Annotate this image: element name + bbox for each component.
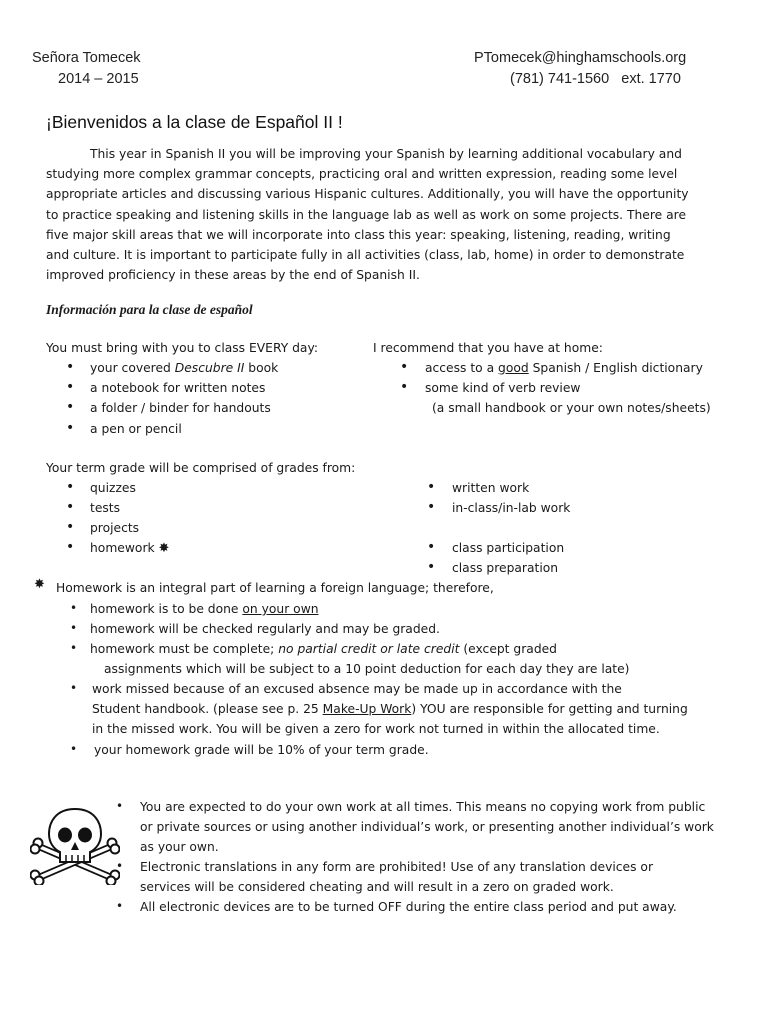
section-title: Información para la clase de español <box>46 302 253 317</box>
teacher-email[interactable]: PTomecek@hinghamschools.org <box>474 50 687 66</box>
bullet-icon: • <box>70 641 78 655</box>
intro-line: and culture. It is important to participate fully in all activities (class, lab, home) in order to demonstrate <box>46 248 685 263</box>
bring-item-notebook: a notebook for written notes <box>90 381 266 395</box>
grade-item: homework ✸ <box>90 541 170 556</box>
school-year: 2014 – 2015 <box>58 71 139 87</box>
warning-line: You are expected to do your own work at all times. This means no copying work from public <box>140 800 706 814</box>
bullet-icon: • <box>66 399 75 415</box>
grade-heading: Your term grade will be comprised of grades from: <box>46 461 356 475</box>
skull-crossbones-icon <box>30 805 120 885</box>
bring-item-folder: a folder / binder for handouts <box>90 401 271 415</box>
intro-line: This year in Spanish II you will be improving your Spanish by learning additional vocabulary and <box>90 147 682 161</box>
intro-line: studying more complex grammar concepts, practicing oral and written expression, reading some level <box>46 167 678 182</box>
homework-rule: your homework grade will be 10% of your term grade. <box>94 743 429 757</box>
bullet-icon: • <box>70 681 78 695</box>
bullet-icon: • <box>427 559 436 575</box>
homework-intro: Homework is an integral part of learning a foreign language; therefore, <box>56 581 494 595</box>
grade-item: in-class/in-lab work <box>452 501 571 515</box>
grade-item: projects <box>90 521 140 535</box>
home-item-verbs: some kind of verb review <box>425 381 581 395</box>
homework-rule-cont: in the missed work. You will be given a zero for work not turned in within the allocated time. <box>92 722 660 736</box>
bullet-icon: • <box>400 359 409 375</box>
intro-line: to practice speaking and listening skills in the language lab as well as work on some projects. There are <box>46 207 687 222</box>
bullet-icon: • <box>66 499 75 515</box>
homework-rule: homework will be checked regularly and may be graded. <box>90 622 440 636</box>
bullet-icon: • <box>66 479 75 495</box>
bullet-icon: • <box>66 379 75 395</box>
bullet-icon: • <box>66 519 75 535</box>
home-item-dictionary: access to a good Spanish / English dictionary <box>425 361 703 375</box>
star-icon: ✸ <box>158 541 170 556</box>
homework-rule-cont: Student handbook. (please see p. 25 Make-Up Work) YOU are responsible for getting and turning <box>92 702 688 716</box>
grade-item: written work <box>452 481 530 495</box>
intro-line: five major skill areas that we will incorporate into class this year: speaking, listening, reading, writing <box>46 227 671 242</box>
intro-line: appropriate articles and discussing various Hispanic cultures. Additionally, you will have the opportunity <box>46 187 689 202</box>
homework-rule-cont: assignments which will be subject to a 10 point deduction for each day they are late) <box>104 662 630 676</box>
grade-item: quizzes <box>90 481 136 495</box>
warning-line: as your own. <box>140 840 219 854</box>
bullet-icon: • <box>427 499 436 515</box>
bullet-icon: • <box>66 359 75 375</box>
grade-item: class participation <box>452 541 565 555</box>
warning-line: Electronic translations in any form are prohibited! Use of any translation devices or <box>140 860 654 874</box>
bring-item-pen: a pen or pencil <box>90 422 182 436</box>
bullet-icon: • <box>427 479 436 495</box>
home-item-verbs-note: (a small handbook or your own notes/sheets) <box>432 401 711 415</box>
bring-heading: You must bring with you to class EVERY day: <box>46 341 318 355</box>
bullet-icon: • <box>66 539 75 555</box>
phone-ext: ext. 1770 <box>621 71 681 87</box>
bullet-icon: • <box>116 859 124 873</box>
homework-rule: work missed because of an excused absence may be made up in accordance with the <box>92 682 622 696</box>
bullet-icon: • <box>70 621 78 635</box>
page-title: ¡Bienvenidos a la clase de Español II ! <box>46 112 343 132</box>
grade-item: class preparation <box>452 561 559 575</box>
bullet-icon: • <box>70 742 78 756</box>
bullet-icon: • <box>116 799 124 813</box>
bullet-icon: • <box>66 420 75 436</box>
bullet-icon: • <box>116 899 124 913</box>
star-icon: ✸ <box>34 577 45 592</box>
warning-line: All electronic devices are to be turned OFF during the entire class period and put away. <box>140 900 677 914</box>
phone-number: (781) 741-1560 <box>510 71 610 87</box>
teacher-phone <box>510 71 681 87</box>
warning-line: services will be considered cheating and will result in a zero on graded work. <box>140 880 614 894</box>
bring-item-book: your covered Descubre II book <box>90 361 279 375</box>
homework-rule: homework must be complete; no partial credit or late credit (except graded <box>90 642 557 656</box>
homework-rule: homework is to be done on your own <box>90 602 319 616</box>
bullet-icon: • <box>427 539 436 555</box>
intro-paragraph <box>46 144 726 285</box>
teacher-name: Señora Tomecek <box>32 50 141 66</box>
grade-item: tests <box>90 501 121 515</box>
intro-line: improved proficiency in these areas by the end of Spanish II. <box>46 268 420 283</box>
bullet-icon: • <box>400 379 409 395</box>
home-heading: I recommend that you have at home: <box>373 341 603 355</box>
bullet-icon: • <box>70 601 78 615</box>
warning-line: or private sources or using another individual’s work, or presenting another individual’s work <box>140 820 714 834</box>
